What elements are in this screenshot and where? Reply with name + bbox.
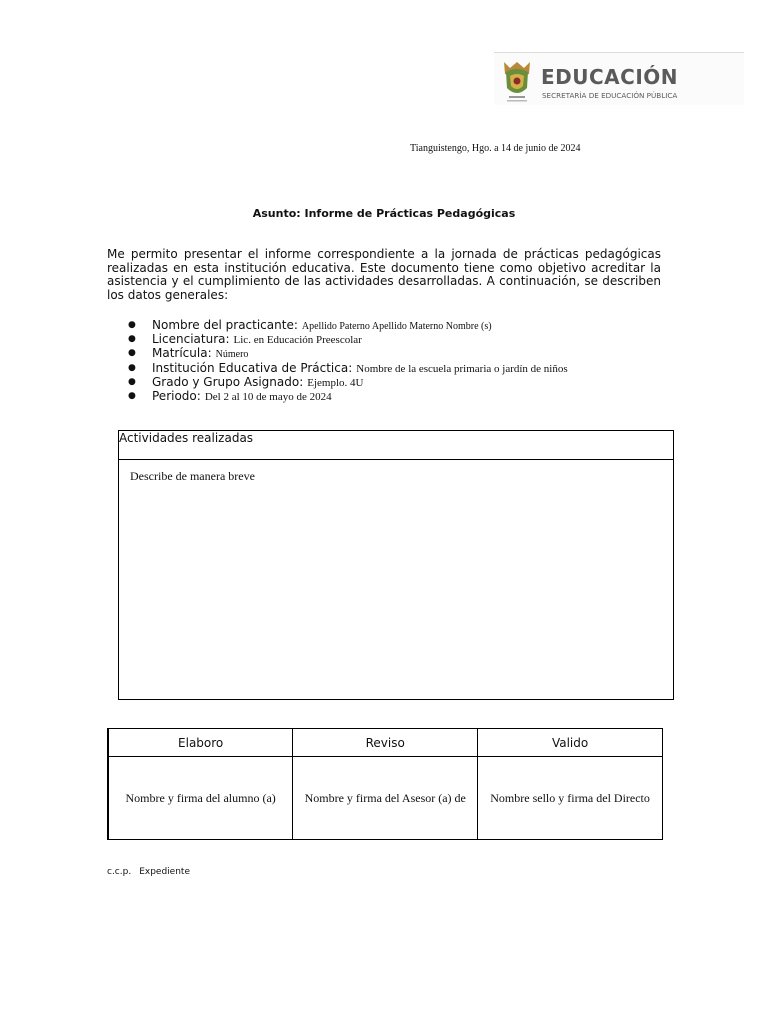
- signature-cell: Nombre y firma del Asesor (a) de: [293, 757, 478, 840]
- info-value: Nombre de la escuela primaria o jardín de niños: [356, 362, 568, 375]
- bullet-icon: ●: [128, 320, 136, 330]
- info-label: Grado y Grupo Asignado:: [152, 374, 304, 389]
- ccp-line: [107, 867, 190, 877]
- bullet-icon: ●: [128, 348, 136, 359]
- bullet-icon: ●: [128, 390, 136, 401]
- general-data-list: [128, 318, 568, 403]
- signature-cell: Nombre y firma del alumno (a): [108, 757, 293, 840]
- list-item: [128, 389, 568, 403]
- ccp-label: c.c.p.: [107, 867, 132, 877]
- activities-title: Actividades realizadas: [119, 431, 673, 460]
- info-label: Periodo:: [152, 388, 201, 403]
- header-logo: [494, 52, 744, 105]
- list-item: [128, 346, 568, 360]
- activities-text-area[interactable]: Describe de manera breve: [130, 469, 255, 483]
- ccp-value: Expediente: [139, 867, 190, 877]
- coat-of-arms-icon: [500, 58, 534, 104]
- subject-heading: Asunto: Informe de Prácticas Pedagógicas: [252, 207, 516, 220]
- list-item: [128, 318, 568, 332]
- info-value: Ejemplo. 4U: [307, 376, 364, 389]
- signatures-table: [107, 728, 663, 840]
- info-value: Del 2 al 10 de mayo de 2024: [204, 390, 332, 403]
- list-item: [128, 332, 568, 346]
- list-item: [128, 375, 568, 389]
- logo-subtitle: SECRETARÍA DE EDUCACIÓN PÚBLICA: [542, 91, 678, 100]
- place-date: Tianguistengo, Hgo. a 14 de junio de 2024: [410, 143, 581, 154]
- list-item: [128, 361, 568, 375]
- signature-header: Valido: [478, 729, 663, 757]
- info-label: Licenciatura:: [152, 332, 230, 347]
- intro-paragraph: Me permito presentar el informe correspondiente a la jornada de prácticas pedagógicas realizadas en esta institución educativa. Este documento tiene como objetivo acreditar la asistencia y el cumplimiento de las actividades desarrolladas. A continuación, se describen los datos generales:: [107, 247, 661, 302]
- signature-header: Elaboro: [108, 729, 293, 757]
- bullet-icon: ●: [128, 362, 136, 373]
- table-row: [108, 729, 663, 757]
- info-value: Número: [215, 349, 249, 361]
- table-row: [108, 757, 663, 840]
- logo-title: EDUCACIÓN: [541, 65, 679, 89]
- info-label: Institución Educativa de Práctica:: [152, 360, 353, 375]
- bullet-icon: ●: [128, 376, 136, 387]
- signature-cell: Nombre sello y firma del Directo: [478, 757, 663, 840]
- info-label: Matrícula:: [152, 346, 212, 361]
- info-label: Nombre del practicante:: [152, 318, 298, 332]
- activities-box: [118, 430, 674, 700]
- info-value: Apellido Paterno Apellido Materno Nombre (s): [301, 321, 492, 332]
- bullet-icon: ●: [128, 334, 136, 345]
- signature-header: Reviso: [293, 729, 478, 757]
- info-value: Lic. en Educación Preescolar: [233, 334, 362, 347]
